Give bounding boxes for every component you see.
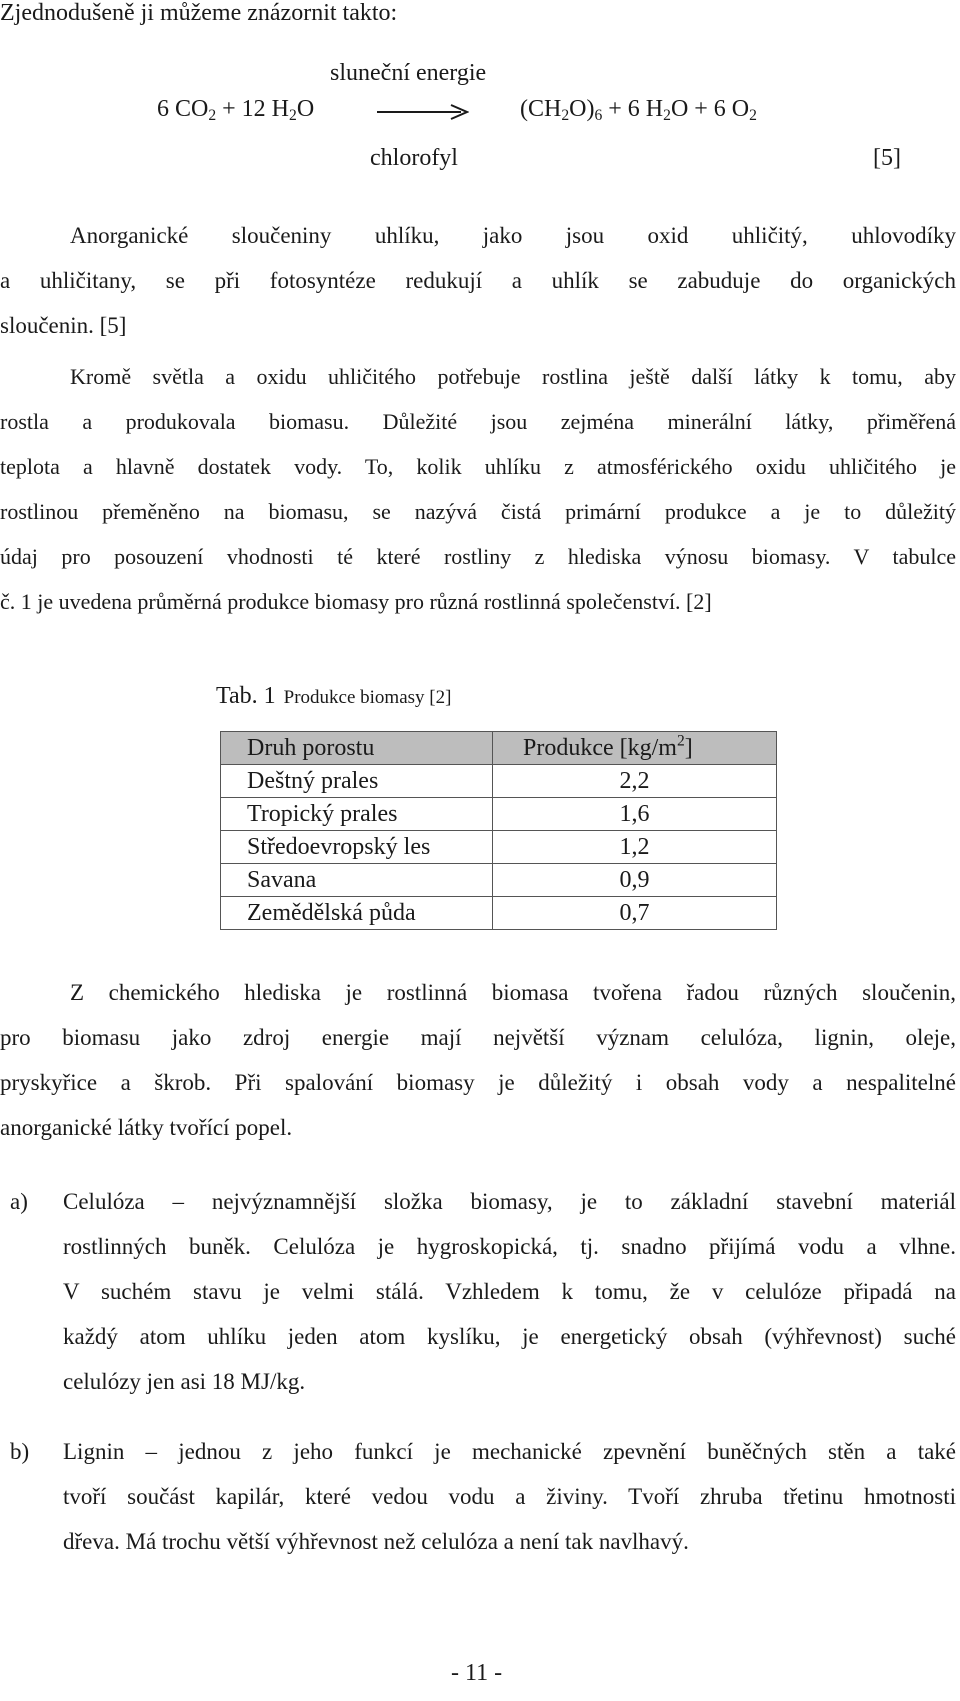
page-number: - 11 - (451, 1660, 503, 1686)
table-caption-text: Produkce biomasy [2] (283, 687, 452, 708)
list-item-text (63, 1428, 956, 1563)
table-cell-value: 2,2 (493, 765, 777, 798)
list-line: Celulóza – nejvýznamnější složka biomasy, je to základní stavební materiál (63, 1189, 956, 1214)
paragraph-line: Z chemického hlediska je rostlinná biomasa tvořena řadou různých sloučenin, (70, 980, 956, 1005)
equation-catalyst-label: chlorofyl (370, 145, 458, 171)
paragraph-fotosynteza (0, 213, 956, 348)
paragraph-line: pryskyřice a škrob. Při spalování biomasy je důležitý i obsah vody a nespalitelné (0, 1070, 956, 1095)
table-cell-value: 0,9 (493, 864, 777, 897)
equation-text: O (296, 96, 315, 122)
equation-subscript: 2 (749, 106, 757, 124)
equation-text: O + 6 O (670, 96, 750, 122)
paragraph-line: pro biomasu jako zdroj energie mají největší význam celulóza, lignin, oleje, (0, 1025, 956, 1050)
equation-subscript: 2 (289, 106, 297, 124)
table-caption-number: Tab. 1 (216, 683, 276, 709)
equation-subscript: 2 (208, 106, 217, 124)
table-header-cell (493, 732, 777, 765)
list-line: rostlinných buněk. Celulóza je hygroskopická, tj. snadno přijímá vodu a vlhne. (63, 1234, 956, 1259)
header-unit-sup: 2 (676, 732, 685, 750)
list-marker: b) (10, 1439, 30, 1464)
equation-text: 6 CO (157, 96, 209, 122)
paragraph-chemicke-slozeni (0, 970, 956, 1150)
list-line: dřeva. Má trochu větší výhřevnost než celulóza a není tak navlhavý. (63, 1529, 689, 1554)
equation-reactants (157, 96, 314, 123)
equation-subscript: 6 (594, 106, 603, 124)
paragraph-line: rostla a produkovala biomasu. Důležité jsou zejména minerální látky, přiměřená (0, 409, 956, 434)
paragraph-line: č. 1 je uvedena průměrná produkce biomasy pro různá rostlinná společenství. [2] (0, 589, 712, 614)
table-cell-type: Tropický prales (221, 798, 493, 831)
intro-text: Zjednodušeně ji můžeme znázornit takto: (0, 0, 398, 26)
paragraph-line: anorganické látky tvořící popel. (0, 1115, 293, 1140)
table-row (221, 864, 777, 897)
table-cell-type: Středoevropský les (221, 831, 493, 864)
header-unit-text: Produkce [kg/m (523, 734, 677, 761)
list-line: celulózy jen asi 18 MJ/kg. (63, 1369, 306, 1394)
paragraph-line: Kromě světla a oxidu uhličitého potřebuje rostlina ještě další látky k tomu, aby (70, 364, 956, 389)
table-row (221, 897, 777, 930)
paragraph-line: údaj pro posouzení vhodnosti té které rostliny z hlediska výnosu biomasy. V tabulce (0, 544, 956, 569)
table-cell-value: 0,7 (493, 897, 777, 930)
table-row (221, 831, 777, 864)
table-row (221, 765, 777, 798)
paragraph-line: sloučenin. [5] (0, 313, 127, 338)
table-cell-type: Deštný prales (221, 765, 493, 798)
biomass-table (220, 731, 777, 930)
paragraph-line: a uhličitany, se při fotosyntéze redukují a uhlík se zabuduje do organických (0, 268, 956, 293)
table-cell-type: Savana (221, 864, 493, 897)
table-header-cell: Druh porostu (221, 732, 493, 765)
equation-text: + 12 H (216, 96, 290, 122)
paragraph-line: teplota a hlavně dostatek vody. To, kolik uhlíku z atmosférického oxidu uhličitého je (0, 454, 956, 479)
table-cell-type: Zemědělská půda (221, 897, 493, 930)
paragraph-line: rostlinou přeměněno na biomasu, se nazývá čistá primární produkce a je to důležitý (0, 499, 956, 524)
list-line: každý atom uhlíku jeden atom kyslíku, je energetický obsah (výhřevnost) suché (63, 1324, 956, 1349)
equation-text: + 6 H (602, 96, 664, 122)
equation-reference: [5] (873, 145, 901, 171)
table-header-row (221, 732, 777, 765)
table-caption (216, 683, 451, 710)
paragraph-line: Anorganické sloučeniny uhlíku, jako jsou oxid uhličitý, uhlovodíky (70, 223, 956, 248)
equation-subscript: 2 (663, 106, 671, 124)
table-cell-value: 1,2 (493, 831, 777, 864)
table-row (221, 798, 777, 831)
list-line: tvoří součást kapilár, které vedou vodu a živiny. Tvoří zhruba třetinu hmotnosti (63, 1484, 956, 1509)
list-marker: a) (10, 1189, 28, 1214)
equation-products (520, 96, 757, 123)
paragraph-produkce (0, 354, 956, 624)
table-cell-value: 1,6 (493, 798, 777, 831)
list-line: V suchém stavu je velmi stálá. Vzhledem k tomu, že v celulóze připadá na (63, 1279, 956, 1304)
equation-subscript: 2 (561, 106, 570, 124)
reaction-arrow-icon (377, 100, 469, 124)
header-unit-suffix: ] (684, 734, 693, 761)
equation-energy-label: sluneční energie (330, 60, 487, 86)
equation-text: (CH (520, 96, 562, 122)
list-line: Lignin – jednou z jeho funkcí je mechanické zpevnění buněčných stěn a také (63, 1439, 956, 1464)
list-item-text (63, 1178, 956, 1403)
equation-text: O) (569, 96, 595, 122)
